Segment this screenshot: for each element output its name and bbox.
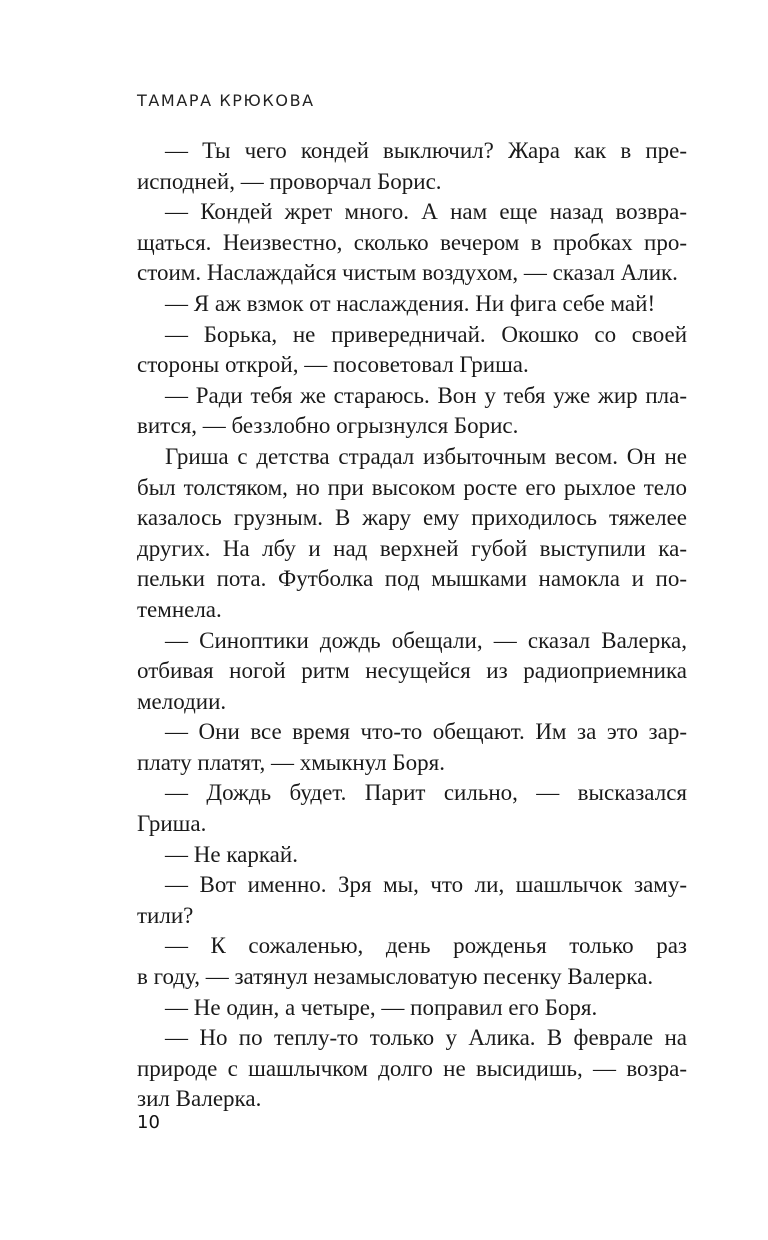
text-line: других. На лбу и над верхней губой выступили ка-	[137, 535, 687, 561]
text-line: — Дождь будет. Парит сильно, — высказался	[165, 780, 687, 806]
text-line: — Ты чего кондей выключил? Жара как в пре-	[165, 138, 687, 163]
text-line: Гриша.	[137, 811, 207, 837]
running-header-author: ТАМАРА КРЮКОВА	[137, 91, 315, 110]
text-line: — Не один, а четыре, — поправил его Боря.	[165, 994, 598, 1020]
text-line: темнела.	[137, 596, 222, 622]
text-line: в году, — затянул незамысловатую песенку Валерка.	[137, 964, 654, 990]
text-line: — К сожаленью, день рожденья только раз	[165, 933, 687, 959]
text-line: — Кондей жрет много. А нам еще назад возвра-	[165, 199, 687, 225]
text-line: плату платят, — хмыкнул Боря.	[137, 749, 445, 775]
text-line: исподней, — проворчал Борис.	[137, 168, 442, 194]
text-line: щаться. Неизвестно, сколько вечером в пробках про-	[137, 229, 687, 255]
text-line: стороны открой, — посоветовал Гриша.	[137, 352, 529, 378]
text-line: мелодии.	[137, 688, 227, 714]
text-line: отбивая ногой ритм несущейся из радиоприемника	[137, 658, 687, 684]
text-line: вится, — беззлобно огрызнулся Борис.	[137, 413, 519, 439]
text-line: — Не каркай.	[165, 841, 298, 867]
text-line: казалось грузным. В жару ему приходилось тяжелее	[137, 505, 687, 531]
text-line: — Я аж взмок от наслаждения. Ни фига себе май!	[165, 290, 656, 316]
text-line: зил Валерка.	[137, 1086, 262, 1112]
body-text	[137, 136, 687, 1115]
text-line: — Вот именно. Зря мы, что ли, шашлычок заму-	[165, 872, 687, 898]
text-line: был толстяком, но при высоком росте его рыхлое тело	[137, 474, 687, 500]
page-number: 10	[137, 1112, 160, 1133]
text-line: — Ради тебя же стараюсь. Вон у тебя уже жир пла-	[165, 382, 687, 408]
text-line: пельки пота. Футболка под мышками намокла и по-	[137, 566, 687, 592]
text-line: природе с шашлычком долго не высидишь, — возра-	[137, 1055, 687, 1081]
text-line: — Но по теплу-то только у Алика. В феврале на	[165, 1025, 687, 1051]
text-line: стоим. Наслаждайся чистым воздухом, — сказал Алик.	[137, 260, 678, 286]
text-line: тили?	[137, 902, 194, 928]
text-line: Гриша с детства страдал избыточным весом. Он не	[165, 443, 687, 469]
text-line: — Борька, не привередничай. Окошко со своей	[165, 321, 687, 347]
text-line: — Они все время что-то обещают. Им за это зар-	[165, 719, 687, 745]
text-line: — Синоптики дождь обещали, — сказал Валерка,	[165, 627, 687, 653]
